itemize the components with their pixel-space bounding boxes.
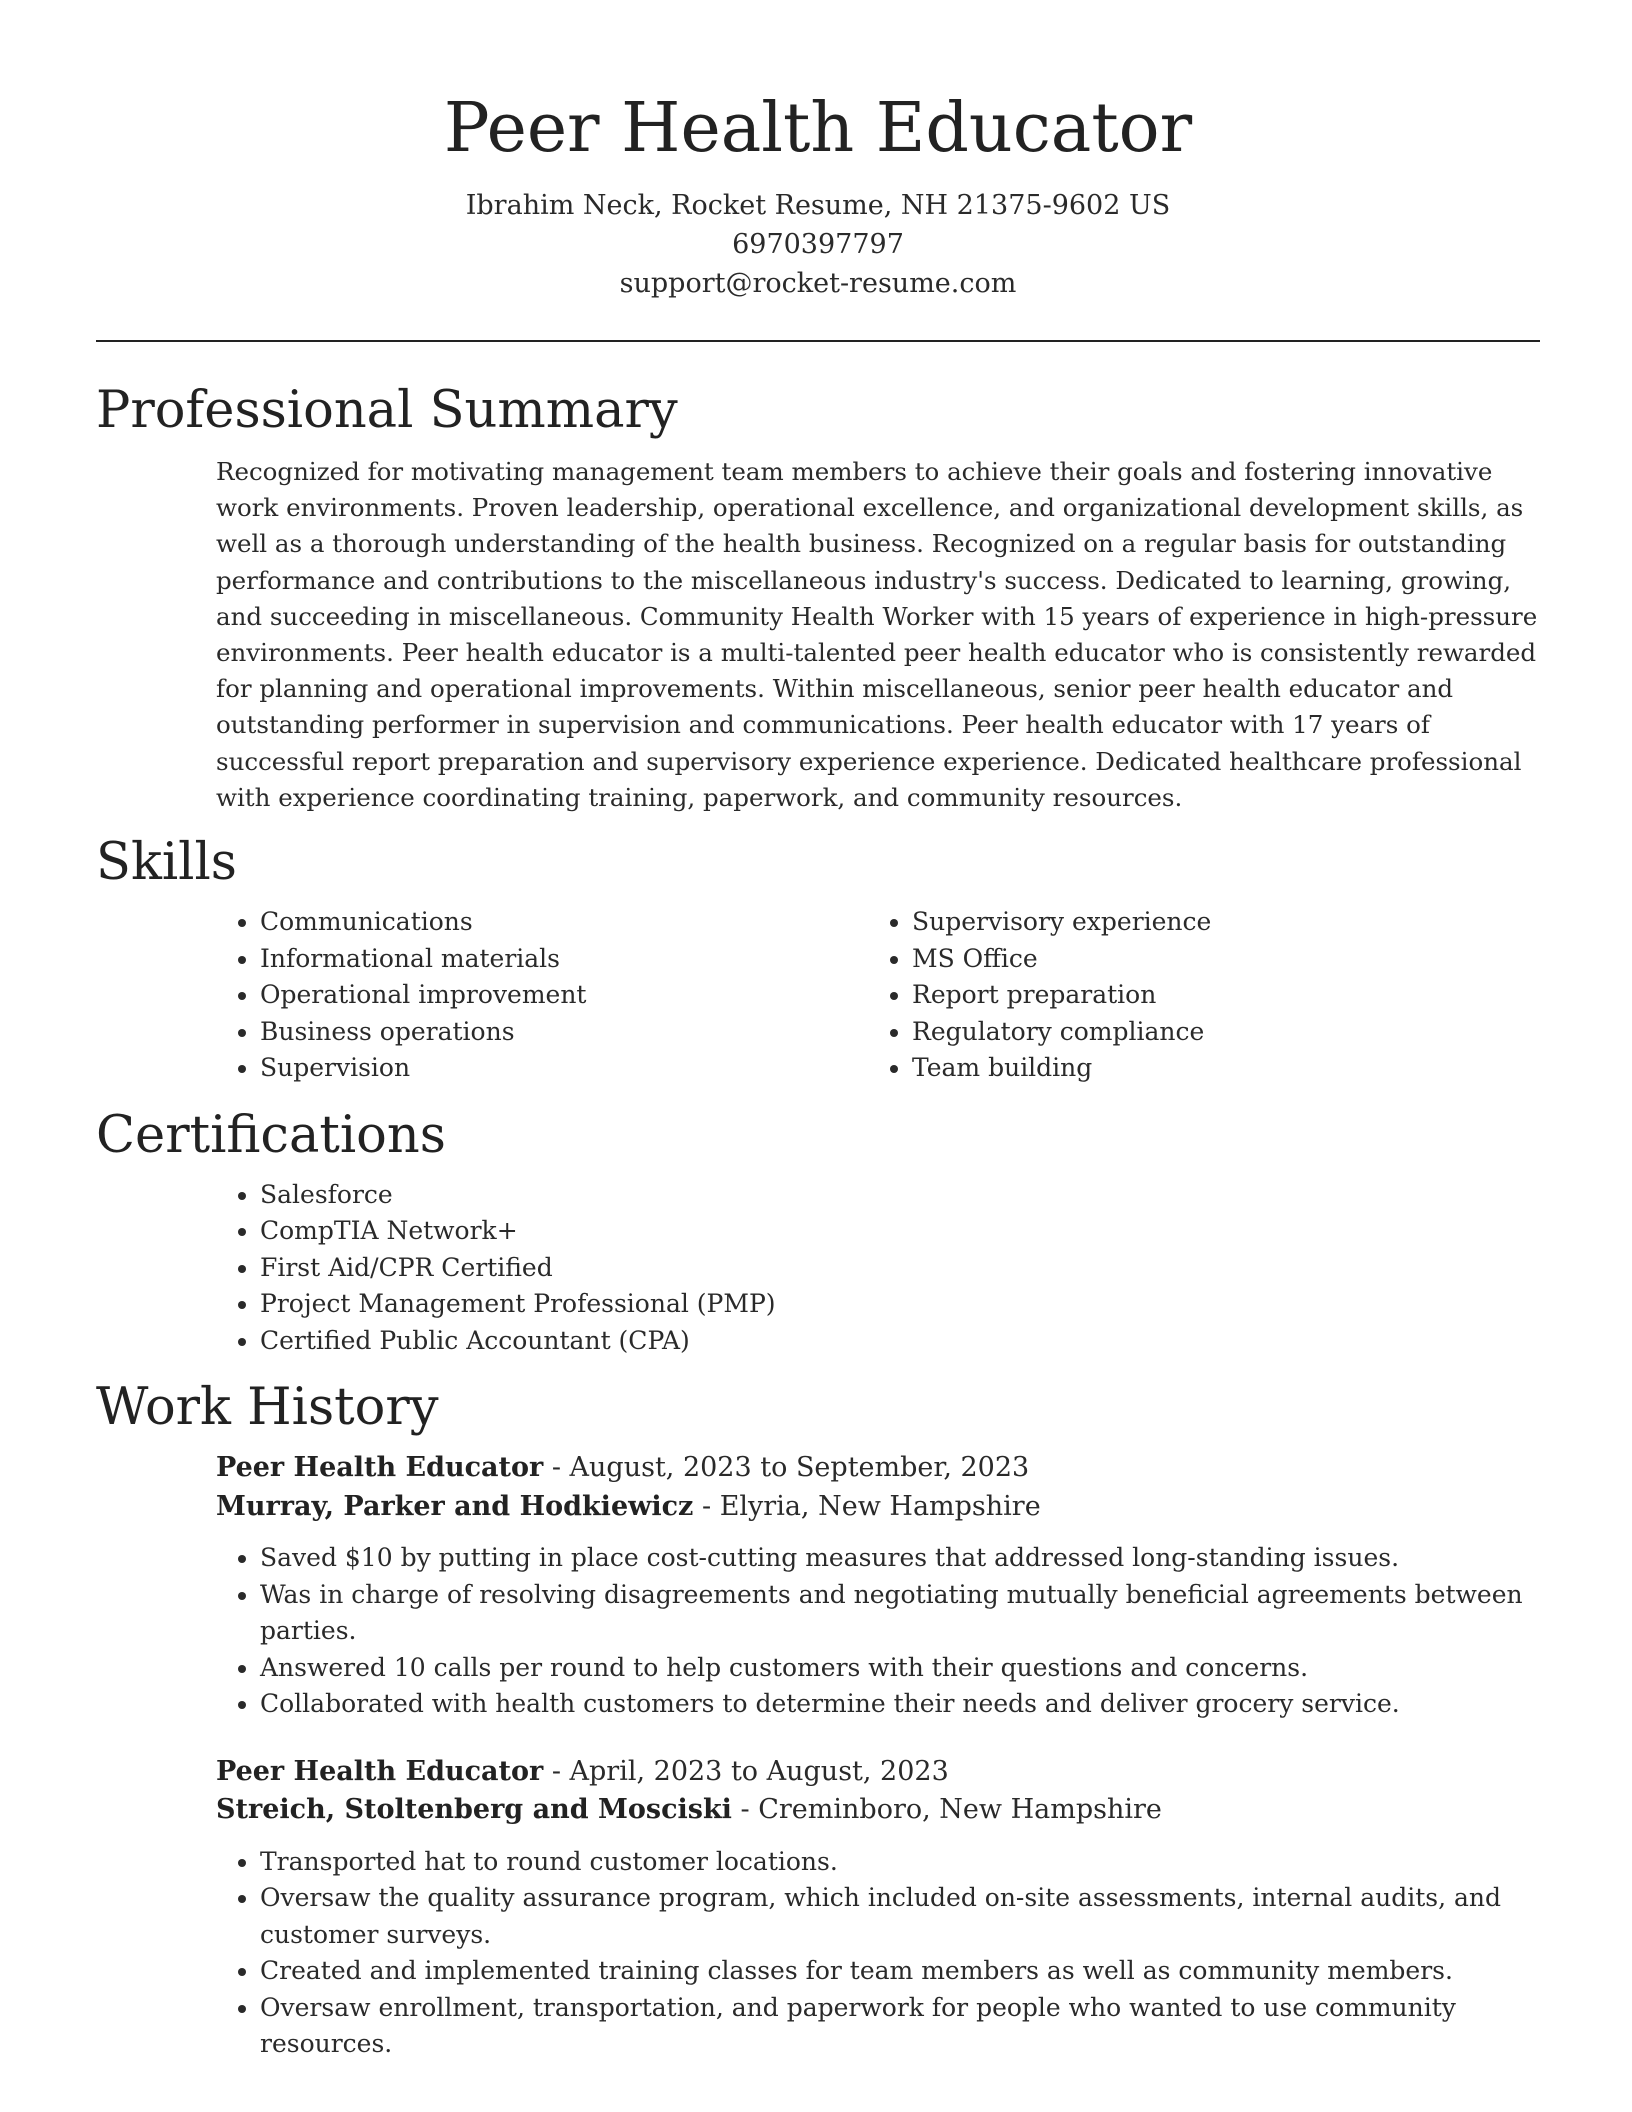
job-dates: - April, 2023 to August, 2023 xyxy=(543,1755,949,1787)
certifications-section xyxy=(96,1105,1540,1360)
skill-item: • Supervision xyxy=(260,1050,912,1087)
summary-heading: Professional Summary xyxy=(96,381,678,440)
resume-title: Peer Health Educator xyxy=(443,89,1193,168)
skills-list-left xyxy=(96,904,912,1087)
job-bullet: • Saved $10 by putting in place cost-cutting measures that addressed long-standing issues. xyxy=(260,1540,1540,1577)
job-bullets xyxy=(96,1844,1540,2063)
job-company: Streich, Stoltenberg and Mosciski xyxy=(216,1794,732,1826)
certification-item: • First Aid/CPR Certified xyxy=(260,1250,1540,1287)
job-title: Peer Health Educator xyxy=(216,1755,544,1787)
job-bullet: • Was in charge of resolving disagreements and negotiating mutually beneficial agreements between parties. xyxy=(260,1577,1540,1650)
certification-item: • CompTIA Network+ xyxy=(260,1213,1540,1250)
job-location: - Creminboro, New Hampshire xyxy=(731,1794,1162,1826)
job-company: Murray, Parker and Hodkiewicz xyxy=(216,1490,694,1522)
certifications-heading: Certifications xyxy=(96,1105,446,1165)
work-history-heading: Work History xyxy=(96,1378,439,1438)
header-divider xyxy=(96,340,1540,342)
job-dates: - August, 2023 to September, 2023 xyxy=(543,1452,1030,1484)
skills-grid xyxy=(96,904,1540,1087)
skill-item: • Communications xyxy=(260,904,912,941)
skill-item: • Report preparation xyxy=(912,977,1564,1014)
skill-item: • Team building xyxy=(912,1050,1564,1087)
summary-section xyxy=(96,380,1540,816)
job-title-line xyxy=(216,1449,1540,1488)
job-company-line xyxy=(216,1791,1540,1830)
job-bullet: • Oversaw the quality assurance program, which included on-site assessments, internal audits, and customer surveys. xyxy=(260,1880,1540,1953)
job-bullets xyxy=(96,1540,1540,1723)
skills-list-right xyxy=(912,904,1564,1087)
skills-section xyxy=(96,832,1540,1087)
job-bullet: • Answered 10 calls per round to help customers with their questions and concerns. xyxy=(260,1650,1540,1687)
skills-heading: Skills xyxy=(96,833,237,893)
certification-item: • Project Management Professional (PMP) xyxy=(260,1286,1540,1323)
skill-item: • Supervisory experience xyxy=(912,904,1564,941)
contact-block xyxy=(96,186,1540,303)
skill-item: • Business operations xyxy=(260,1014,912,1051)
job-entry xyxy=(96,1753,1540,2063)
skill-item: • Regulatory compliance xyxy=(912,1014,1564,1051)
skill-item: • MS Office xyxy=(912,941,1564,978)
work-history-section xyxy=(96,1377,1540,2063)
summary-text: Recognized for motivating management team members to achieve their goals and fostering innovative work environments. Proven leadership, operational excellence, and organizational development skills, as well as a thorough understanding of the health business. Recognized on a regular basis for outstanding performance and contributions to the miscellaneous industry's success. Dedicated to learning, growing, and succeeding in miscellaneous. Community Health Worker with 15 years of experience in high-pressure environments. Peer health educator is a multi-talented peer health educator who is consistently rewarded for planning and operational improvements. Within miscellaneous, senior peer health educator and outstanding performer in supervision and communications. Peer health educator with 17 years of successful report preparation and supervisory experience experience. Dedicated healthcare professional with experience coordinating training, paperwork, and community resources. xyxy=(216,457,1538,812)
job-company-line xyxy=(216,1488,1540,1527)
job-location: - Elyria, New Hampshire xyxy=(693,1490,1041,1522)
contact-email: support@rocket-resume.com xyxy=(619,268,1017,299)
job-title: Peer Health Educator xyxy=(216,1452,544,1484)
job-bullet: • Created and implemented training classes for team members as well as community members. xyxy=(260,1953,1540,1990)
contact-address: Ibrahim Neck, Rocket Resume, NH 21375-9602 US xyxy=(465,190,1171,221)
skill-item: • Operational improvement xyxy=(260,977,912,1014)
contact-phone: 6970397797 xyxy=(732,229,904,260)
job-title-line xyxy=(216,1753,1540,1792)
certifications-list xyxy=(96,1177,1540,1360)
job-bullet: • Oversaw enrollment, transportation, and paperwork for people who wanted to use community resources. xyxy=(260,1990,1540,2063)
job-bullet: • Collaborated with health customers to determine their needs and deliver grocery service. xyxy=(260,1686,1540,1723)
resume-header xyxy=(96,0,1540,303)
resume-page xyxy=(96,0,1540,2063)
job-entry xyxy=(96,1449,1540,1723)
job-bullet: • Transported hat to round customer locations. xyxy=(260,1844,1540,1881)
certification-item: • Salesforce xyxy=(260,1177,1540,1214)
skill-item: • Informational materials xyxy=(260,941,912,978)
certification-item: • Certified Public Accountant (CPA) xyxy=(260,1323,1540,1360)
